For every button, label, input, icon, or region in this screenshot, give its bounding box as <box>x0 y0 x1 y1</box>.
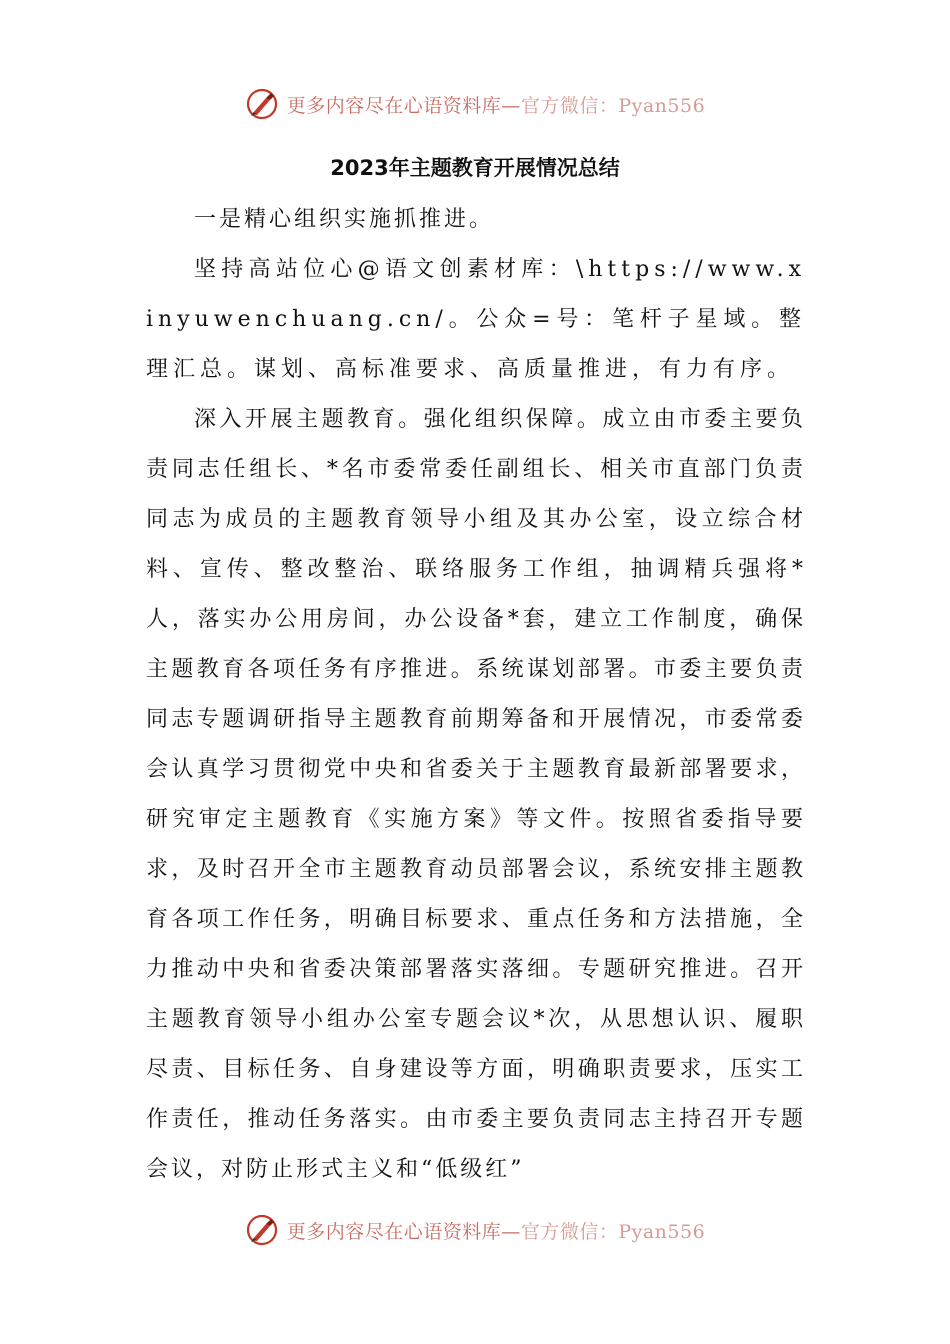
watermark-lead: 更多内容尽在心语资料库— <box>286 94 521 117</box>
watermark-wechat-id: Pyan556 <box>618 1220 706 1243</box>
watermark-wechat-label: 官方微信： <box>520 94 619 117</box>
paragraph-1: 一是精心组织实施抓推进。 <box>194 207 495 232</box>
paragraph-2: 坚持高站位心@语文创素材库：\https://www.xinyuwenchuang.cn/。公众=号：笔杆子星域。整理汇总。谋划、高标准要求、高质量推进，有力有序。 <box>146 257 806 382</box>
document-title: 2023年主题教育开展情况总结 <box>330 156 620 180</box>
watermark-lead: 更多内容尽在心语资料库— <box>286 1220 521 1243</box>
header-watermark <box>0 82 950 126</box>
watermark-wechat-id: Pyan556 <box>618 94 706 117</box>
footer-watermark <box>0 1208 950 1252</box>
watermark-wechat-label: 官方微信： <box>520 1220 619 1243</box>
paragraph-3: 深入开展主题教育。强化组织保障。成立由市委主要负责同志任组长、*名市委常委任副组长、相关市直部门负责同志为成员的主题教育领导小组及其办公室，设立综合材料、宣传、整改整治、联络服务工作组，抽调精兵强将*人，落实办公用房间，办公设备*套，建立工作制度，确保主题教育各项任务有序推进。系统谋划部署。市委主要负责同志专题调研指导主题教育前期筹备和开展情况，市委常委会认真学习贯彻党中央和省委关于主题教育最新部署要求，研究审定主题教育《实施方案》等文件。按照省委指导要求，及时召开全市主题教育动员部署会议，系统安排主题教育各项工作任务，明确目标要求、重点任务和方法措施，全力推动中央和省委决策部署落实落细。专题研究推进。召开主题教育领导小组办公室专题会议*次，从思想认识、履职尽责、目标任务、自身建设等方面，明确职责要求，压实工作责任，推动任务落实。由市委主要负责同志主持召开专题会议，对防止形式主义和“低级红” <box>146 407 806 1182</box>
pen-logo-icon <box>245 87 279 121</box>
document-body <box>146 195 806 1195</box>
pen-logo-icon <box>245 1213 279 1247</box>
